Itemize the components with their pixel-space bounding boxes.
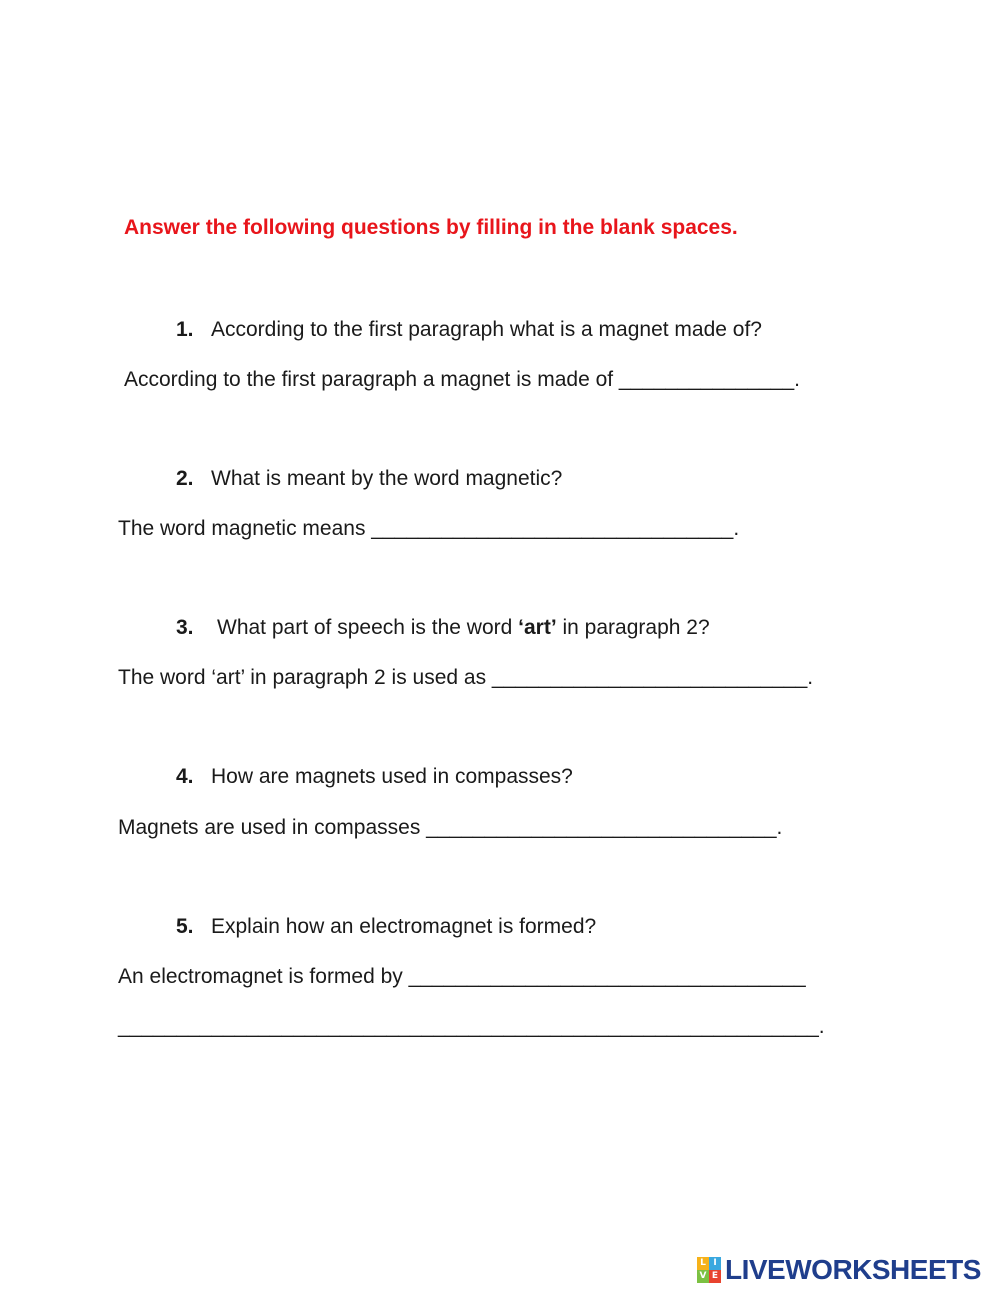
question-number: 3. xyxy=(176,616,194,639)
question-1 xyxy=(176,316,762,344)
logo-letter: V xyxy=(697,1270,709,1283)
answer-5-continued[interactable]: ____________________________________________________________. xyxy=(118,1015,825,1038)
logo-letter: E xyxy=(709,1270,721,1283)
question-text: What part of speech is the word xyxy=(217,616,519,639)
question-text: According to the first paragraph what is a magnet made of? xyxy=(211,318,762,341)
answer-1[interactable]: According to the first paragraph a magnet is made of _______________. xyxy=(124,368,800,391)
brand-name: LIVEWORKSHEETS xyxy=(725,1254,981,1285)
answer-5[interactable]: An electromagnet is formed by __________________________________ xyxy=(118,965,806,988)
logo-letter: L xyxy=(697,1257,709,1270)
question-keyword: ‘art’ xyxy=(518,616,557,639)
instructions-heading: Answer the following questions by filling in the blank spaces. xyxy=(124,216,738,239)
question-text: Explain how an electromagnet is formed? xyxy=(211,915,597,938)
question-text: What is meant by the word magnetic? xyxy=(211,467,563,490)
logo-letter: I xyxy=(709,1257,721,1270)
question-5 xyxy=(176,913,596,941)
question-number: 1. xyxy=(176,318,194,341)
question-number: 5. xyxy=(176,915,194,938)
question-4 xyxy=(176,763,573,791)
answer-3[interactable]: The word ‘art’ in paragraph 2 is used as ___________________________. xyxy=(118,666,814,689)
question-text-end: in paragraph 2? xyxy=(556,616,710,639)
live-blocks-icon xyxy=(697,1257,721,1283)
answer-4[interactable]: Magnets are used in compasses ______________________________. xyxy=(118,816,783,839)
question-text: How are magnets used in compasses? xyxy=(211,765,573,788)
answer-2[interactable]: The word magnetic means _______________________________. xyxy=(118,517,740,540)
liveworksheets-logo xyxy=(697,1255,981,1285)
question-2 xyxy=(176,465,562,493)
question-number: 4. xyxy=(176,765,194,788)
question-number: 2. xyxy=(176,467,194,490)
question-3 xyxy=(176,614,710,642)
